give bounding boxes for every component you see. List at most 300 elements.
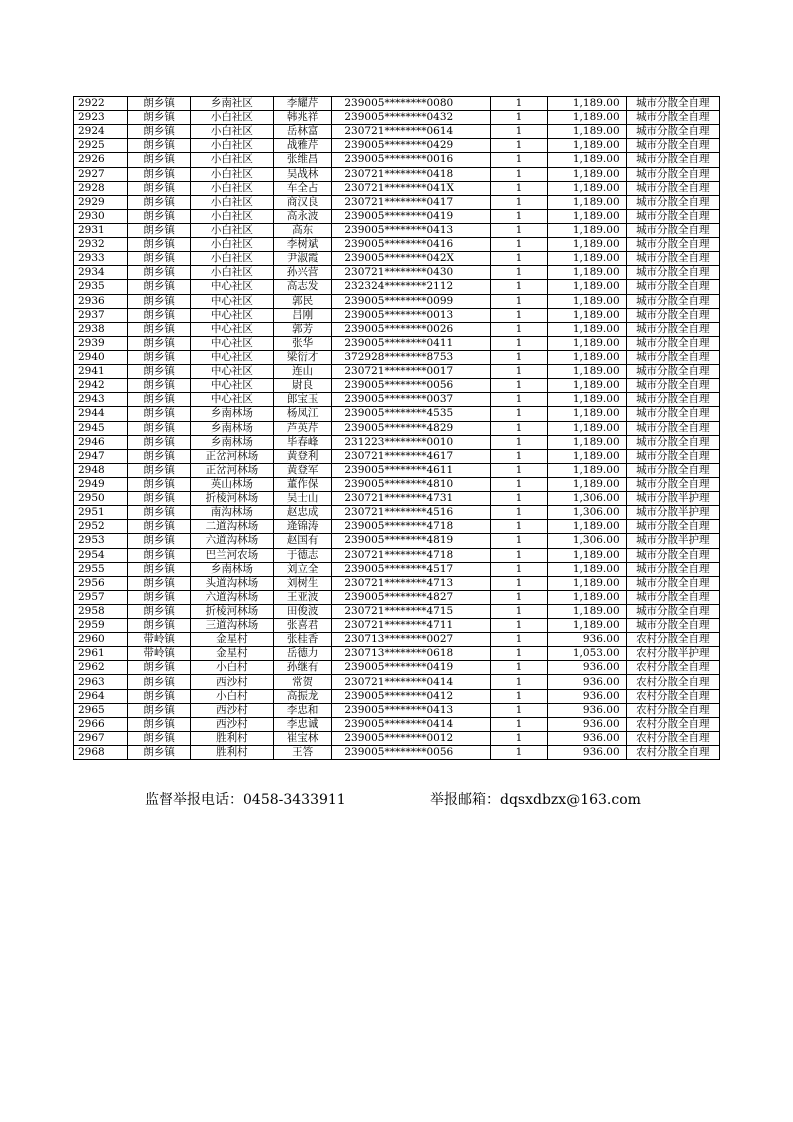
amount-cell: 936.00 [547, 661, 626, 675]
count-cell: 1 [491, 647, 547, 661]
name-cell: 张华 [273, 336, 331, 350]
serial-number-cell: 2928 [74, 181, 128, 195]
category-cell: 城市分散全自理 [626, 477, 719, 491]
name-cell: 王亚波 [273, 590, 331, 604]
serial-number-cell: 2938 [74, 322, 128, 336]
id-number-cell: 239005********0413 [332, 703, 491, 717]
id-number-cell: 239005********0429 [332, 139, 491, 153]
name-cell: 张维昌 [273, 153, 331, 167]
id-number-cell: 230721********4711 [332, 619, 491, 633]
town-cell: 朗乡镇 [128, 534, 191, 548]
community-cell: 小白社区 [190, 266, 273, 280]
community-cell: 南沟林场 [190, 506, 273, 520]
name-cell: 梁衍才 [273, 350, 331, 364]
name-cell: 连山 [273, 365, 331, 379]
serial-number-cell: 2929 [74, 195, 128, 209]
amount-cell: 1,189.00 [547, 181, 626, 195]
amount-cell: 1,189.00 [547, 604, 626, 618]
table-row [74, 393, 720, 407]
name-cell: 孙继有 [273, 661, 331, 675]
serial-number-cell: 2936 [74, 294, 128, 308]
table-row [74, 252, 720, 266]
id-number-cell: 239005********0414 [332, 717, 491, 731]
serial-number-cell: 2957 [74, 590, 128, 604]
town-cell: 朗乡镇 [128, 223, 191, 237]
name-cell: 张喜君 [273, 619, 331, 633]
count-cell: 1 [491, 506, 547, 520]
serial-number-cell: 2954 [74, 548, 128, 562]
serial-number-cell: 2930 [74, 209, 128, 223]
count-cell: 1 [491, 167, 547, 181]
category-cell: 农村分散全自理 [626, 633, 719, 647]
town-cell: 朗乡镇 [128, 590, 191, 604]
town-cell: 朗乡镇 [128, 125, 191, 139]
category-cell: 城市分散全自理 [626, 548, 719, 562]
category-cell: 农村分散全自理 [626, 661, 719, 675]
category-cell: 城市分散全自理 [626, 407, 719, 421]
count-cell: 1 [491, 294, 547, 308]
id-number-cell: 239005********0419 [332, 661, 491, 675]
community-cell: 胜利村 [190, 731, 273, 745]
town-cell: 朗乡镇 [128, 463, 191, 477]
table-row [74, 223, 720, 237]
table-row [74, 675, 720, 689]
table-row [74, 280, 720, 294]
count-cell: 1 [491, 336, 547, 350]
town-cell: 朗乡镇 [128, 604, 191, 618]
name-cell: 韩兆祥 [273, 111, 331, 125]
id-number-cell: 239005********0056 [332, 746, 491, 760]
count-cell: 1 [491, 97, 547, 111]
table-row [74, 492, 720, 506]
town-cell: 朗乡镇 [128, 209, 191, 223]
amount-cell: 1,189.00 [547, 463, 626, 477]
community-cell: 正岔河林场 [190, 463, 273, 477]
amount-cell: 936.00 [547, 731, 626, 745]
table-row [74, 350, 720, 364]
amount-cell: 1,189.00 [547, 350, 626, 364]
community-cell: 小白社区 [190, 181, 273, 195]
amount-cell: 1,189.00 [547, 280, 626, 294]
town-cell: 朗乡镇 [128, 689, 191, 703]
town-cell: 朗乡镇 [128, 252, 191, 266]
name-cell: 张桂香 [273, 633, 331, 647]
id-number-cell: 372928********8753 [332, 350, 491, 364]
community-cell: 小白社区 [190, 209, 273, 223]
count-cell: 1 [491, 238, 547, 252]
count-cell: 1 [491, 590, 547, 604]
id-number-cell: 239005********0413 [332, 223, 491, 237]
serial-number-cell: 2951 [74, 506, 128, 520]
community-cell: 乡南林场 [190, 407, 273, 421]
name-cell: 李忠诚 [273, 717, 331, 731]
name-cell: 田俊波 [273, 604, 331, 618]
community-cell: 中心社区 [190, 350, 273, 364]
community-cell: 英山林场 [190, 477, 273, 491]
count-cell: 1 [491, 661, 547, 675]
count-cell: 1 [491, 633, 547, 647]
amount-cell: 1,189.00 [547, 153, 626, 167]
table-row [74, 336, 720, 350]
serial-number-cell: 2961 [74, 647, 128, 661]
amount-cell: 1,189.00 [547, 195, 626, 209]
town-cell: 朗乡镇 [128, 238, 191, 252]
count-cell: 1 [491, 689, 547, 703]
amount-cell: 1,189.00 [547, 562, 626, 576]
table-row [74, 195, 720, 209]
category-cell: 城市分散半护理 [626, 534, 719, 548]
category-cell: 城市分散全自理 [626, 125, 719, 139]
serial-number-cell: 2939 [74, 336, 128, 350]
count-cell: 1 [491, 534, 547, 548]
name-cell: 杨凤江 [273, 407, 331, 421]
category-cell: 城市分散全自理 [626, 111, 719, 125]
category-cell: 城市分散全自理 [626, 562, 719, 576]
category-cell: 农村分散全自理 [626, 675, 719, 689]
category-cell: 农村分散全自理 [626, 717, 719, 731]
name-cell: 商汉良 [273, 195, 331, 209]
amount-cell: 1,306.00 [547, 492, 626, 506]
category-cell: 城市分散全自理 [626, 97, 719, 111]
community-cell: 头道沟林场 [190, 576, 273, 590]
town-cell: 朗乡镇 [128, 717, 191, 731]
serial-number-cell: 2932 [74, 238, 128, 252]
amount-cell: 1,189.00 [547, 125, 626, 139]
name-cell: 常贺 [273, 675, 331, 689]
community-cell: 正岔河林场 [190, 449, 273, 463]
category-cell: 城市分散全自理 [626, 223, 719, 237]
table-row [74, 604, 720, 618]
table-row [74, 294, 720, 308]
table-row [74, 647, 720, 661]
category-cell: 农村分散半护理 [626, 647, 719, 661]
table-row [74, 633, 720, 647]
count-cell: 1 [491, 252, 547, 266]
table-row [74, 562, 720, 576]
category-cell: 城市分散全自理 [626, 449, 719, 463]
table-row [74, 167, 720, 181]
assistance-roster-table [73, 96, 720, 760]
count-cell: 1 [491, 308, 547, 322]
id-number-cell: 239005********0012 [332, 731, 491, 745]
table-row [74, 619, 720, 633]
serial-number-cell: 2935 [74, 280, 128, 294]
amount-cell: 1,189.00 [547, 619, 626, 633]
amount-cell: 1,189.00 [547, 379, 626, 393]
id-number-cell: 230721********0017 [332, 365, 491, 379]
town-cell: 朗乡镇 [128, 746, 191, 760]
community-cell: 西沙村 [190, 675, 273, 689]
id-number-cell: 231223********0010 [332, 435, 491, 449]
town-cell: 朗乡镇 [128, 322, 191, 336]
name-cell: 车全占 [273, 181, 331, 195]
category-cell: 城市分散全自理 [626, 181, 719, 195]
town-cell: 朗乡镇 [128, 449, 191, 463]
table-row [74, 689, 720, 703]
serial-number-cell: 2964 [74, 689, 128, 703]
town-cell: 朗乡镇 [128, 407, 191, 421]
amount-cell: 1,306.00 [547, 506, 626, 520]
table-row [74, 661, 720, 675]
id-number-cell: 239005********0099 [332, 294, 491, 308]
id-number-cell: 239005********0411 [332, 336, 491, 350]
town-cell: 朗乡镇 [128, 421, 191, 435]
amount-cell: 1,189.00 [547, 266, 626, 280]
name-cell: 王答 [273, 746, 331, 760]
name-cell: 黄登军 [273, 463, 331, 477]
table-row [74, 548, 720, 562]
community-cell: 中心社区 [190, 393, 273, 407]
amount-cell: 1,189.00 [547, 365, 626, 379]
count-cell: 1 [491, 675, 547, 689]
community-cell: 折棱河林场 [190, 492, 273, 506]
id-number-cell: 239005********4829 [332, 421, 491, 435]
count-cell: 1 [491, 463, 547, 477]
amount-cell: 1,189.00 [547, 308, 626, 322]
serial-number-cell: 2955 [74, 562, 128, 576]
category-cell: 城市分散全自理 [626, 421, 719, 435]
id-number-cell: 230721********4731 [332, 492, 491, 506]
community-cell: 中心社区 [190, 365, 273, 379]
serial-number-cell: 2922 [74, 97, 128, 111]
name-cell: 崔宝林 [273, 731, 331, 745]
category-cell: 城市分散全自理 [626, 379, 719, 393]
community-cell: 西沙村 [190, 717, 273, 731]
amount-cell: 1,189.00 [547, 590, 626, 604]
id-number-cell: 239005********0432 [332, 111, 491, 125]
table-row [74, 520, 720, 534]
amount-cell: 1,189.00 [547, 294, 626, 308]
id-number-cell: 230721********4617 [332, 449, 491, 463]
count-cell: 1 [491, 181, 547, 195]
name-cell: 高志发 [273, 280, 331, 294]
town-cell: 朗乡镇 [128, 294, 191, 308]
category-cell: 城市分散全自理 [626, 350, 719, 364]
id-number-cell: 230721********0430 [332, 266, 491, 280]
serial-number-cell: 2963 [74, 675, 128, 689]
name-cell: 岳林富 [273, 125, 331, 139]
amount-cell: 1,189.00 [547, 407, 626, 421]
report-email: 举报邮箱：dqsxdbzx@163.com [430, 792, 641, 808]
name-cell: 于德志 [273, 548, 331, 562]
count-cell: 1 [491, 153, 547, 167]
category-cell: 城市分散全自理 [626, 266, 719, 280]
name-cell: 李树斌 [273, 238, 331, 252]
table-row [74, 717, 720, 731]
community-cell: 小白社区 [190, 238, 273, 252]
amount-cell: 1,306.00 [547, 534, 626, 548]
table-row [74, 407, 720, 421]
table-row [74, 238, 720, 252]
id-number-cell: 239005********0037 [332, 393, 491, 407]
town-cell: 朗乡镇 [128, 365, 191, 379]
town-cell: 朗乡镇 [128, 350, 191, 364]
town-cell: 带岭镇 [128, 647, 191, 661]
community-cell: 小白社区 [190, 223, 273, 237]
town-cell: 朗乡镇 [128, 619, 191, 633]
serial-number-cell: 2946 [74, 435, 128, 449]
table-row [74, 590, 720, 604]
id-number-cell: 230721********4715 [332, 604, 491, 618]
name-cell: 尉良 [273, 379, 331, 393]
id-number-cell: 230721********0614 [332, 125, 491, 139]
table-row [74, 181, 720, 195]
community-cell: 二道沟林场 [190, 520, 273, 534]
id-number-cell: 239005********4819 [332, 534, 491, 548]
category-cell: 城市分散全自理 [626, 139, 719, 153]
town-cell: 朗乡镇 [128, 153, 191, 167]
community-cell: 胜利村 [190, 746, 273, 760]
table-row [74, 125, 720, 139]
count-cell: 1 [491, 139, 547, 153]
name-cell: 岳德力 [273, 647, 331, 661]
serial-number-cell: 2937 [74, 308, 128, 322]
community-cell: 金星村 [190, 633, 273, 647]
community-cell: 中心社区 [190, 280, 273, 294]
id-number-cell: 230721********0414 [332, 675, 491, 689]
serial-number-cell: 2945 [74, 421, 128, 435]
count-cell: 1 [491, 449, 547, 463]
community-cell: 乡南林场 [190, 421, 273, 435]
table-row [74, 576, 720, 590]
town-cell: 朗乡镇 [128, 167, 191, 181]
town-cell: 朗乡镇 [128, 336, 191, 350]
id-number-cell: 230721********4713 [332, 576, 491, 590]
count-cell: 1 [491, 280, 547, 294]
id-number-cell: 239005********0013 [332, 308, 491, 322]
community-cell: 小白社区 [190, 252, 273, 266]
name-cell: 高振龙 [273, 689, 331, 703]
name-cell: 郭芳 [273, 322, 331, 336]
table-row [74, 463, 720, 477]
table-row [74, 322, 720, 336]
category-cell: 城市分散全自理 [626, 336, 719, 350]
town-cell: 朗乡镇 [128, 379, 191, 393]
community-cell: 西沙村 [190, 703, 273, 717]
name-cell: 战雅芹 [273, 139, 331, 153]
id-number-cell: 230721********041X [332, 181, 491, 195]
table-row [74, 365, 720, 379]
town-cell: 朗乡镇 [128, 308, 191, 322]
amount-cell: 1,189.00 [547, 576, 626, 590]
serial-number-cell: 2959 [74, 619, 128, 633]
category-cell: 城市分散全自理 [626, 365, 719, 379]
serial-number-cell: 2934 [74, 266, 128, 280]
id-number-cell: 239005********0080 [332, 97, 491, 111]
community-cell: 中心社区 [190, 308, 273, 322]
category-cell: 城市分散全自理 [626, 209, 719, 223]
supervision-phone: 监督举报电话：0458-3433911 [145, 792, 346, 808]
category-cell: 城市分散全自理 [626, 153, 719, 167]
id-number-cell: 239005********4611 [332, 463, 491, 477]
id-number-cell: 239005********042X [332, 252, 491, 266]
community-cell: 中心社区 [190, 336, 273, 350]
count-cell: 1 [491, 562, 547, 576]
community-cell: 小白社区 [190, 195, 273, 209]
amount-cell: 1,189.00 [547, 336, 626, 350]
id-number-cell: 239005********4810 [332, 477, 491, 491]
table-row [74, 477, 720, 491]
serial-number-cell: 2965 [74, 703, 128, 717]
town-cell: 朗乡镇 [128, 435, 191, 449]
table-row [74, 153, 720, 167]
community-cell: 乡南林场 [190, 435, 273, 449]
id-number-cell: 239005********4827 [332, 590, 491, 604]
count-cell: 1 [491, 717, 547, 731]
name-cell: 董作保 [273, 477, 331, 491]
serial-number-cell: 2931 [74, 223, 128, 237]
category-cell: 城市分散全自理 [626, 576, 719, 590]
name-cell: 孙兴营 [273, 266, 331, 280]
name-cell: 李耀芹 [273, 97, 331, 111]
table-row [74, 139, 720, 153]
category-cell: 城市分散全自理 [626, 238, 719, 252]
id-number-cell: 230721********0417 [332, 195, 491, 209]
town-cell: 朗乡镇 [128, 97, 191, 111]
table-row [74, 379, 720, 393]
serial-number-cell: 2947 [74, 449, 128, 463]
table-row [74, 435, 720, 449]
amount-cell: 1,189.00 [547, 421, 626, 435]
serial-number-cell: 2958 [74, 604, 128, 618]
name-cell: 赵忠成 [273, 506, 331, 520]
community-cell: 小白社区 [190, 167, 273, 181]
community-cell: 小白社区 [190, 125, 273, 139]
town-cell: 朗乡镇 [128, 731, 191, 745]
count-cell: 1 [491, 322, 547, 336]
table-row [74, 731, 720, 745]
serial-number-cell: 2960 [74, 633, 128, 647]
count-cell: 1 [491, 209, 547, 223]
amount-cell: 1,189.00 [547, 111, 626, 125]
amount-cell: 1,189.00 [547, 252, 626, 266]
serial-number-cell: 2940 [74, 350, 128, 364]
count-cell: 1 [491, 548, 547, 562]
table-row [74, 703, 720, 717]
count-cell: 1 [491, 195, 547, 209]
name-cell: 高东 [273, 223, 331, 237]
count-cell: 1 [491, 604, 547, 618]
serial-number-cell: 2923 [74, 111, 128, 125]
name-cell: 李忠和 [273, 703, 331, 717]
category-cell: 城市分散全自理 [626, 322, 719, 336]
serial-number-cell: 2948 [74, 463, 128, 477]
count-cell: 1 [491, 619, 547, 633]
amount-cell: 1,189.00 [547, 449, 626, 463]
name-cell: 刘立全 [273, 562, 331, 576]
serial-number-cell: 2952 [74, 520, 128, 534]
count-cell: 1 [491, 421, 547, 435]
town-cell: 朗乡镇 [128, 576, 191, 590]
amount-cell: 1,189.00 [547, 139, 626, 153]
category-cell: 城市分散全自理 [626, 520, 719, 534]
amount-cell: 1,189.00 [547, 167, 626, 181]
serial-number-cell: 2966 [74, 717, 128, 731]
name-cell: 郎宝玉 [273, 393, 331, 407]
category-cell: 农村分散全自理 [626, 689, 719, 703]
serial-number-cell: 2962 [74, 661, 128, 675]
table-row [74, 308, 720, 322]
count-cell: 1 [491, 350, 547, 364]
community-cell: 中心社区 [190, 294, 273, 308]
community-cell: 乡南社区 [190, 97, 273, 111]
category-cell: 农村分散全自理 [626, 703, 719, 717]
community-cell: 小白村 [190, 689, 273, 703]
name-cell: 吴战林 [273, 167, 331, 181]
count-cell: 1 [491, 731, 547, 745]
town-cell: 朗乡镇 [128, 280, 191, 294]
table-row [74, 97, 720, 111]
